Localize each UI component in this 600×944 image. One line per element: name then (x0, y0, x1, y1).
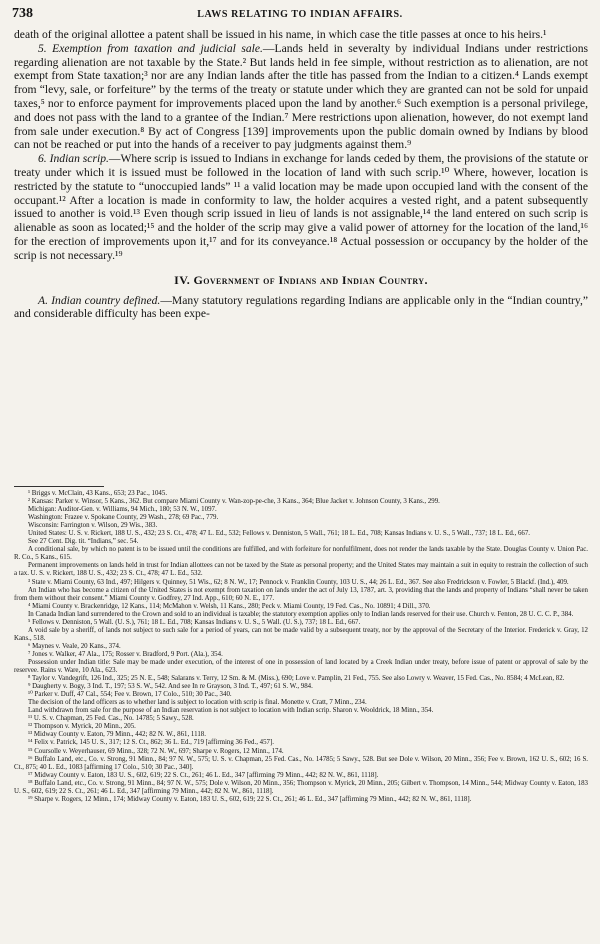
page-number: 738 (12, 6, 33, 21)
exemption-heading: 5. Exemption from taxation and judicial sale. (38, 41, 263, 55)
footnote: Michigan: Auditor-Gen. v. Williams, 94 Mich., 180; 53 N. W., 1097. (28, 506, 217, 514)
footnote: A void sale by a sheriff, of lands not subject to such sale for a period of years, can not be made valid by a subsequent treaty, nor by the approval of the Secretary of the Interior. Frederick v. Gray, 12 Kans., 518. (14, 626, 588, 642)
footnote: ¹ Briggs v. McClain, 43 Kans., 653; 23 Pac., 1045. (28, 490, 168, 497)
footnote: ⁷ Jones v. Walker, 47 Ala., 175; Rosser v. Bradford, 9 Port. (Ala.), 354. (28, 650, 223, 658)
running-head: LAWS RELATING TO INDIAN AFFAIRS. (197, 9, 403, 20)
footnote: ¹⁶ Buffalo Land, etc., Co. v. Strong, 91 Minn., 84; 97 N. W., 575; U. S. v. Chapman, 25 Fed. Cas., No. 14785; 5 Sawy., 528. But see Dole v. Wilson, 20 Minn., 356; Fee v. Brown, 162 U. S., 602; 16 S. Ct., 875; 40 L. Ed., 1083 [affirming 17 Colo., 510; 30 Pac., 340]. (14, 755, 588, 771)
footnote: An Indian who has become a citizen of the United States is not exempt from taxation on lands under the act of July 13, 1787, art. 3, providing that the lands and property of Indians “shall never be taken from them without their consent.” Miami County v. Godfrey, 27 Ind. App., 610; 60 N. E., 177. (14, 586, 588, 602)
main-text (14, 28, 588, 321)
paragraph-indian-country (14, 294, 588, 322)
footnote: ¹⁵ Coursolle v. Weyerhauser, 69 Minn., 328; 72 N. W., 697; Sharpe v. Rogers, 12 Minn., 174. (28, 747, 284, 755)
scrip-heading: 6. Indian scrip. (38, 152, 109, 166)
footnote: Land withdrawn from sale for the purpose of an Indian reservation is not subject to location with Indian scrip. Sharon v. Wooldrick, 18 Minn., 354. (28, 707, 434, 715)
footnote: In Canada Indian land surrendered to the Crown and sold to an individual is taxable; the statutory exemption applies only to Indian lands reserved for their use. Church v. Fenton, 28 U. C. C. P., 384. (28, 610, 574, 618)
footnote: The decision of the land officers as to whether land is subject to location with scrip is final. Monette v. Cratt, 7 Minn., 234. (28, 699, 367, 707)
footnote: ¹⁹ Sharpe v. Rogers, 12 Minn., 174; Midway County v. Eaton, 183 U. S., 602, 619; 22 S. Ct., 261; 46 L. Ed., 347 [affirming 79 Minn., 442; 82 N. W., 861, 1118]. (28, 795, 472, 803)
footnote: ³ State v. Miami County, 63 Ind., 497; Hilgers v. Quinney, 51 Wis., 62; 8 N. W., 17; Pennock v. Franklin County, 103 U. S., 44; 26 L. Ed., 367. See also Fredrickson v. Fowler, 5 Blackf. (Ind.), 409. (28, 578, 569, 586)
footnote: ¹² Thompson v. Myrick, 20 Minn., 205. (28, 723, 136, 731)
footnote: ⁹ Daugherty v. Bogy, 3 Ind. T., 197; 53 S. W., 542. And see In re Grayson, 3 Ind. T., 497; 61 S. W., 984. (28, 683, 313, 691)
footnote: Possession under Indian title: Sale may be made under execution, of the interest of one in possession of land located by a Creek Indian under treaty, before issue of patent or approval of sale by the reservee. Rains v. Ware, 10 Ala., 623. (14, 658, 588, 675)
section-title: IV. Government of Indians and Indian Country. (174, 272, 428, 287)
footnote: ¹⁷ Midway County v. Eaton, 183 U. S., 602, 619; 22 S. Ct., 261; 46 L. Ed., 347 [affirming 79 Minn., 442; 82 N. W., 861, 1118]. (28, 771, 379, 779)
paragraph-allottee-patent: death of the original allottee a patent shall be issued in his name, in which case the title passes at once to his heirs.¹ (14, 28, 547, 41)
footnote: ¹⁴ Felix v. Patrick, 145 U. S., 317; 12 S. Ct., 862; 36 L. Ed., 719 [affirming 36 Fed., 457]. (28, 739, 275, 747)
scrip-text: —Where scrip is issued to Indians in exchange for lands ceded by them, the provisions of the statute or treaty under which it is issued must be followed in the location of land with such scrip.¹⁰ Where, however, location is restricted by the statute to “unoccupied lands” ¹¹ a valid location may be made upon occupied land with the consent of the occupant.¹² After a location is made in conformity to law, the holder acquires a vested right, and a patent subsequently issued to another is void.¹³ Even though scrip issued in lieu of lands is not assignable,¹⁴ the land entered on such scrip is alienable as soon as located;¹⁵ and the holder of the scrip may give a valid power of attorney for the location of the land,¹⁶ for the erection of improvements upon it,¹⁷ and for its conveyance.¹⁸ Actual possession or occupancy by the holder of the scrip is not necessary.¹⁹ (14, 152, 588, 262)
footnote: Washington: Frazee v. Spokane County, 29 Wash., 278; 69 Pac., 779. (28, 514, 219, 522)
footnote: A conditional sale, by which no patent is to be issued until the conditions are fulfilled, and with forfeiture for nonfulfilment, does not render the lands taxable by the State. Douglas County v. Union Pac. R. Co., 5 Kans., 615. (14, 546, 588, 562)
footnotes (14, 486, 588, 804)
footnote-rule (14, 486, 104, 487)
footnote: Permanent improvements on lands held in trust for Indian allottees can not be taxed by the State as personal property; and the United States may maintain a suit in equity to restrain the collection of such a tax. U. S. v. Rickert, 188 U. S., 432; 23 S. Ct., 478; 47 L. Ed., 532. (14, 562, 588, 578)
footnote: ⁵ Fellows v. Denniston, 5 Wall. (U. S.), 761; 18 L. Ed., 708; Kansas Indians v. U. S., 5 Wall. (U. S.), 737; 18 L. Ed., 667. (28, 618, 361, 626)
footnote: ¹⁸ Buffalo Land, etc., Co. v. Strong, 91 Minn., 84; 97 N. W., 575; Dole v. Wilson, 20 Minn., 356; Thompson v. Myrick, 20 Minn., 205; Gilbert v. Thompson, 14 Minn., 544; Midway County v. Eaton, 183 U. S., 602, 619; 22 S. Ct., 261; 46 L. Ed., 347 [affirming 79 Minn., 442; 82 N. W., 861, 1118]. (14, 779, 588, 795)
footnote: ⁴ Miami County v. Brackenridge, 12 Kans., 114; McMahon v. Welsh, 11 Kans., 280; Peck v. Miami County, 19 Fed. Cas., No. 10891; 4 Dill., 370. (28, 602, 431, 610)
footnote: United States: U. S. v. Rickert, 188 U. S., 432; 23 S. Ct., 478; 47 L. Ed., 532; Fellows v. Denniston, 5 Wall., 761; 18 L. Ed., 708; Kansas Indians v. U. S., 5 Wall., 737; 18 L. Ed., 667. (28, 530, 531, 538)
paragraph-indian-scrip (14, 152, 588, 262)
footnote: ¹¹ U. S. v. Chapman, 25 Fed. Cas., No. 14785; 5 Sawy., 528. (28, 715, 194, 723)
footnote: ¹³ Midway County v. Eaton, 79 Minn., 442; 82 N. W., 861, 1118. (28, 731, 206, 739)
paragraph-exemption (14, 42, 588, 152)
indian-country-text: —Many statutory regulations regarding Indians are applicable only in the “Indian country,” and considerable difficulty has been expe- (14, 293, 588, 321)
exemption-text: —Lands held in severalty by individual Indians under restrictions regarding alienation are not taxable by the State.² But lands held in fee simple, without restriction as to alienation, are not exempt from State taxation;³ nor are any Indian lands after the title has passed from the Indian to a citizen.⁴ Lands exempt from “levy, sale, or forfeiture” by the terms of the treaty or statute under which they are granted can not be sold for unpaid taxes,⁵ nor to enforce payment for improvements placed upon the land by another.⁶ Such exemption is a personal privilege, and does not pass with the land to a grantee of the Indian.⁷ Mere restrictions upon alienation, however, do not exempt land from sale under execution.⁸ By act of Congress [139] improvements upon the public domain owned by Indians by blood can not be reached or put into the hands of a receiver to pay judgments against them.⁹ (14, 41, 588, 152)
footnote: Wisconsin: Farrington v. Wilson, 29 Wis., 383. (28, 522, 158, 530)
footnote: ⁶ Maynes v. Veale, 20 Kans., 374. (28, 642, 121, 650)
footnote: ¹⁰ Parker v. Duff, 47 Cal., 554; Fee v. Brown, 17 Colo., 510; 30 Pac., 340. (28, 691, 232, 699)
indian-country-heading: A. Indian country defined. (38, 293, 161, 307)
footnote: See 27 Cent. Dig. tit. “Indians,” sec. 54. (28, 538, 139, 546)
page-header (12, 6, 588, 24)
footnote: ⁸ Taylor v. Vandegrift, 126 Ind., 325; 25 N. E., 548; Salarans v. Terry, 12 Sm. & M. (Miss.), 690; Love v. Pamplin, 21 Fed., 755. See also Lowry v. Weaver, 15 Fed. Cas., No. 8584; 4 McLean, 82. (28, 675, 565, 683)
footnote: ² Kansas: Parker v. Winsor, 5 Kans., 362. But compare Miami County v. Wan-zop-pe-che, 3 Kans., 364; Blue Jacket v. Johnson County, 3 Kans., 299. (28, 498, 440, 506)
